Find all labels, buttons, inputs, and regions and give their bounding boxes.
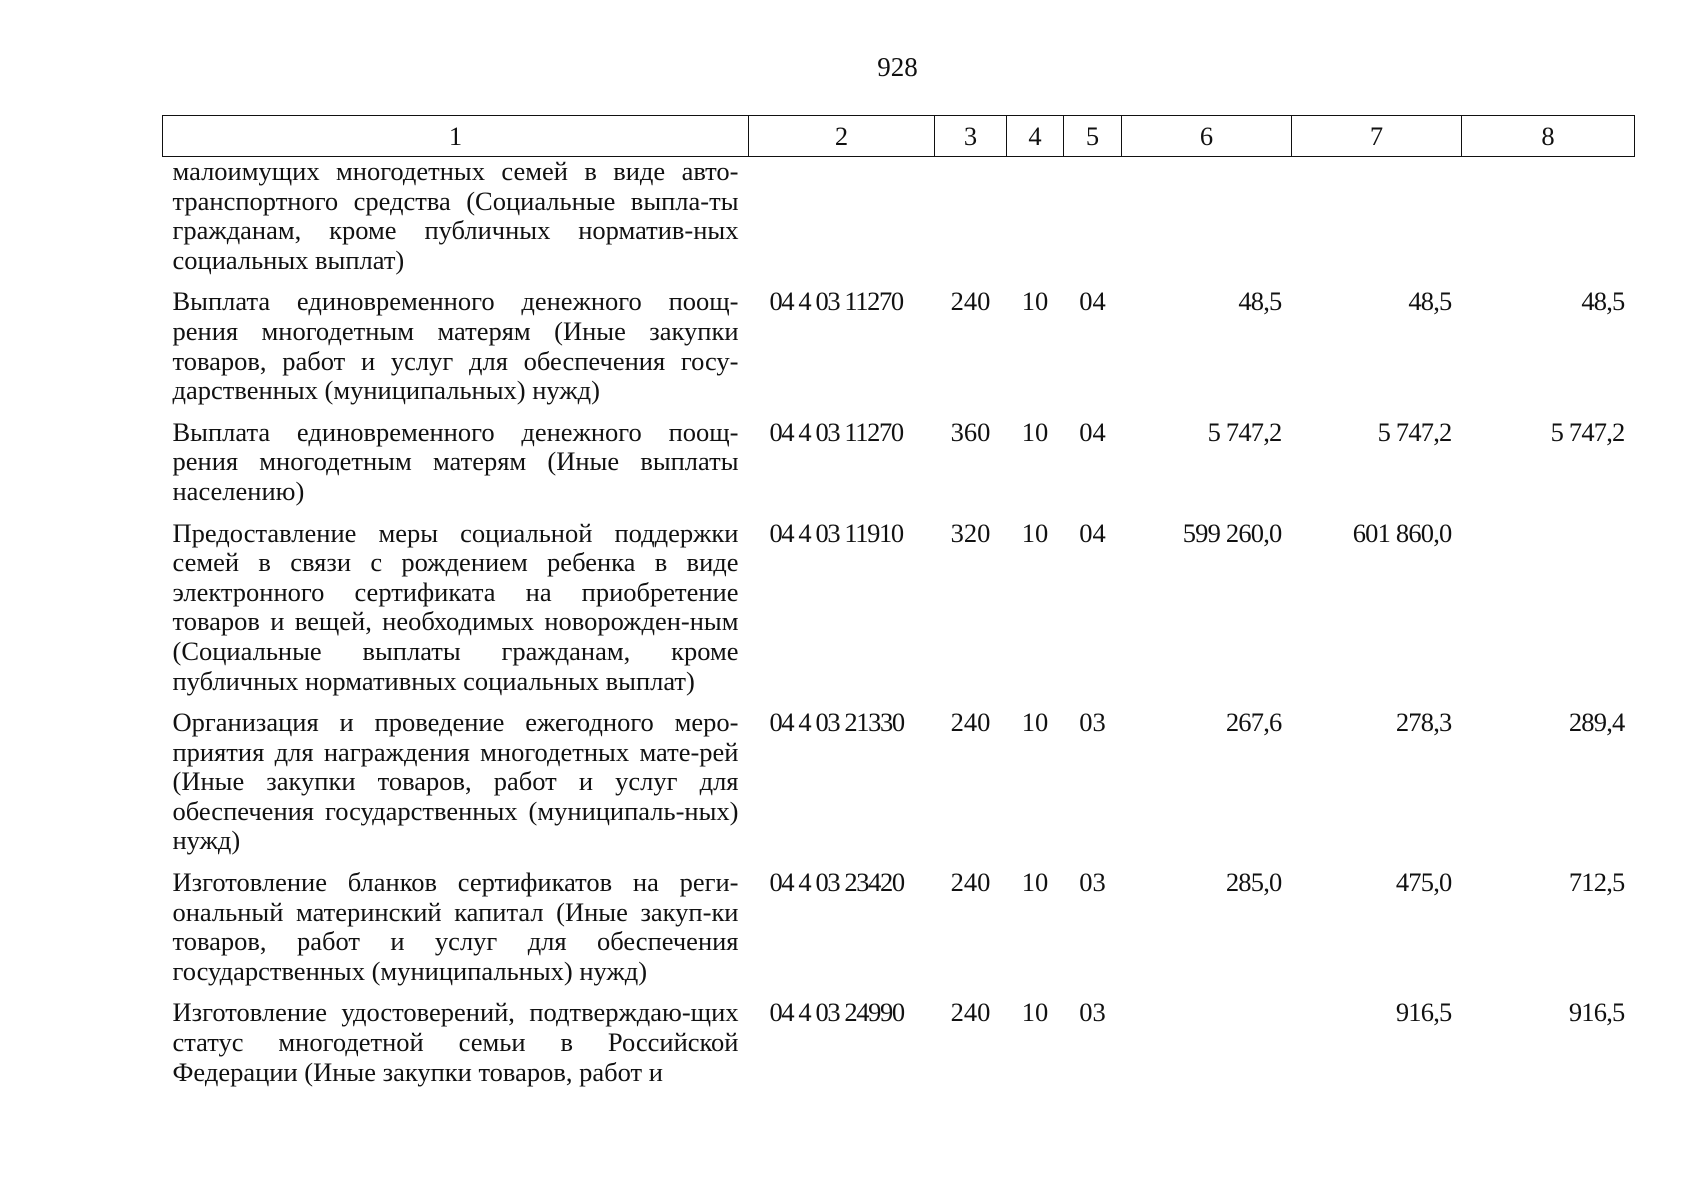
row-expense-type: 240: [950, 707, 991, 738]
row-value-col6: 48,5: [1238, 286, 1282, 317]
column-header-5: 5: [1064, 116, 1122, 157]
budget-table: [162, 115, 1635, 1099]
table-row: [163, 708, 1635, 868]
row-value-col8: [1462, 157, 1635, 288]
row-target-code: 04 4 03 11270: [769, 286, 903, 317]
row-section: 10: [1021, 517, 1049, 548]
row-value-col7: 278,3: [1395, 707, 1452, 738]
page-number: 928: [877, 52, 918, 82]
row-value-col7: 48,5: [1408, 286, 1452, 317]
row-value-col8: 916,5: [1568, 997, 1625, 1028]
row-value-col6: 285,0: [1225, 867, 1282, 898]
row-value-col7: [1292, 157, 1462, 288]
row-subsection: 03: [1079, 867, 1106, 898]
row-value-col7: 601 860,0: [1352, 517, 1452, 548]
row-target-code: 04 4 03 24990: [769, 997, 904, 1028]
row-expense-type: 360: [950, 416, 991, 447]
row-value-col6: 267,6: [1225, 707, 1282, 738]
row-description: Изготовление удостоверений, подтверждаю-щих статус многодетной семьи в Российской Федерации (Иные закупки товаров, работ и: [172, 997, 739, 1087]
column-header-1: 1: [163, 116, 749, 157]
table-row: [163, 418, 1635, 519]
column-header-4: 4: [1007, 116, 1064, 157]
row-expense-type: 320: [950, 517, 991, 548]
row-value-col6: 5 747,2: [1207, 416, 1282, 447]
row-expense-type: 240: [950, 286, 991, 317]
row-target-code: 04 4 03 11910: [769, 517, 903, 548]
row-section: 10: [1021, 286, 1049, 317]
row-value-col8: [1462, 519, 1635, 709]
table-header-row: [163, 116, 1635, 157]
column-header-3: 3: [935, 116, 1007, 157]
row-expense-type: 240: [950, 867, 991, 898]
row-description: Изготовление бланков сертификатов на реги-ональный материнский капитал (Иные закуп-ки товаров, работ и услуг для обеспечения государственных (муниципальных) нужд): [172, 867, 739, 986]
row-description: Организация и проведение ежегодного меро-приятия для награждения многодетных мате-рей (Иные закупки товаров, работ и услуг для обеспечения государственных (муниципаль-ных) нужд): [172, 707, 739, 856]
table-row: [163, 868, 1635, 998]
row-value-col7: 916,5: [1395, 997, 1452, 1028]
table-row: [163, 519, 1635, 709]
row-section: 10: [1021, 416, 1049, 447]
row-target-code: 04 4 03 11270: [769, 416, 903, 447]
row-subsection: 04: [1079, 286, 1106, 317]
row-value-col6: [1122, 998, 1292, 1099]
row-value-col6: 599 260,0: [1182, 517, 1282, 548]
row-value-col8: 289,4: [1568, 707, 1625, 738]
row-target-code: [749, 157, 935, 288]
row-subsection: 03: [1079, 997, 1106, 1028]
row-section: 10: [1021, 867, 1049, 898]
table-row: [163, 998, 1635, 1099]
row-target-code: 04 4 03 23420: [769, 867, 904, 898]
table-row: [163, 287, 1635, 417]
row-subsection: [1064, 157, 1122, 288]
table-row: [163, 157, 1635, 288]
row-value-col7: 475,0: [1395, 867, 1452, 898]
row-value-col8: 48,5: [1581, 286, 1625, 317]
row-expense-type: 240: [950, 997, 991, 1028]
row-value-col8: 5 747,2: [1550, 416, 1625, 447]
row-section: 10: [1021, 707, 1049, 738]
row-value-col6: [1122, 157, 1292, 288]
row-subsection: 04: [1079, 416, 1106, 447]
row-description: Предоставление меры социальной поддержки семей в связи с рождением ребенка в виде электронного сертификата на приобретение товаров и вещей, необходимых новорожден-ным (Социальные выплаты гражданам, кроме публичных нормативных социальных выплат): [172, 517, 739, 696]
row-value-col7: 5 747,2: [1377, 416, 1452, 447]
column-header-8: 8: [1462, 116, 1635, 157]
row-description: Выплата единовременного денежного поощ-рения многодетным матерям (Иные закупки товаров, работ и услуг для обеспечения госу-дарственных (муниципальных) нужд): [172, 286, 739, 406]
row-target-code: 04 4 03 21330: [769, 707, 904, 738]
row-description: Выплата единовременного денежного поощ-рения многодетным матерям (Иные выплаты населению): [172, 416, 739, 506]
row-expense-type: [935, 157, 1007, 288]
column-header-6: 6: [1122, 116, 1292, 157]
row-subsection: 04: [1079, 517, 1106, 548]
row-section: 10: [1021, 997, 1049, 1028]
column-header-7: 7: [1292, 116, 1462, 157]
row-subsection: 03: [1079, 707, 1106, 738]
row-section: [1007, 157, 1064, 288]
row-value-col8: 712,5: [1568, 867, 1625, 898]
row-description: малоимущих многодетных семей в виде авто-транспортного средства (Социальные выпла-ты гражданам, кроме публичных норматив-ных социальных выплат): [172, 156, 739, 275]
column-header-2: 2: [749, 116, 935, 157]
